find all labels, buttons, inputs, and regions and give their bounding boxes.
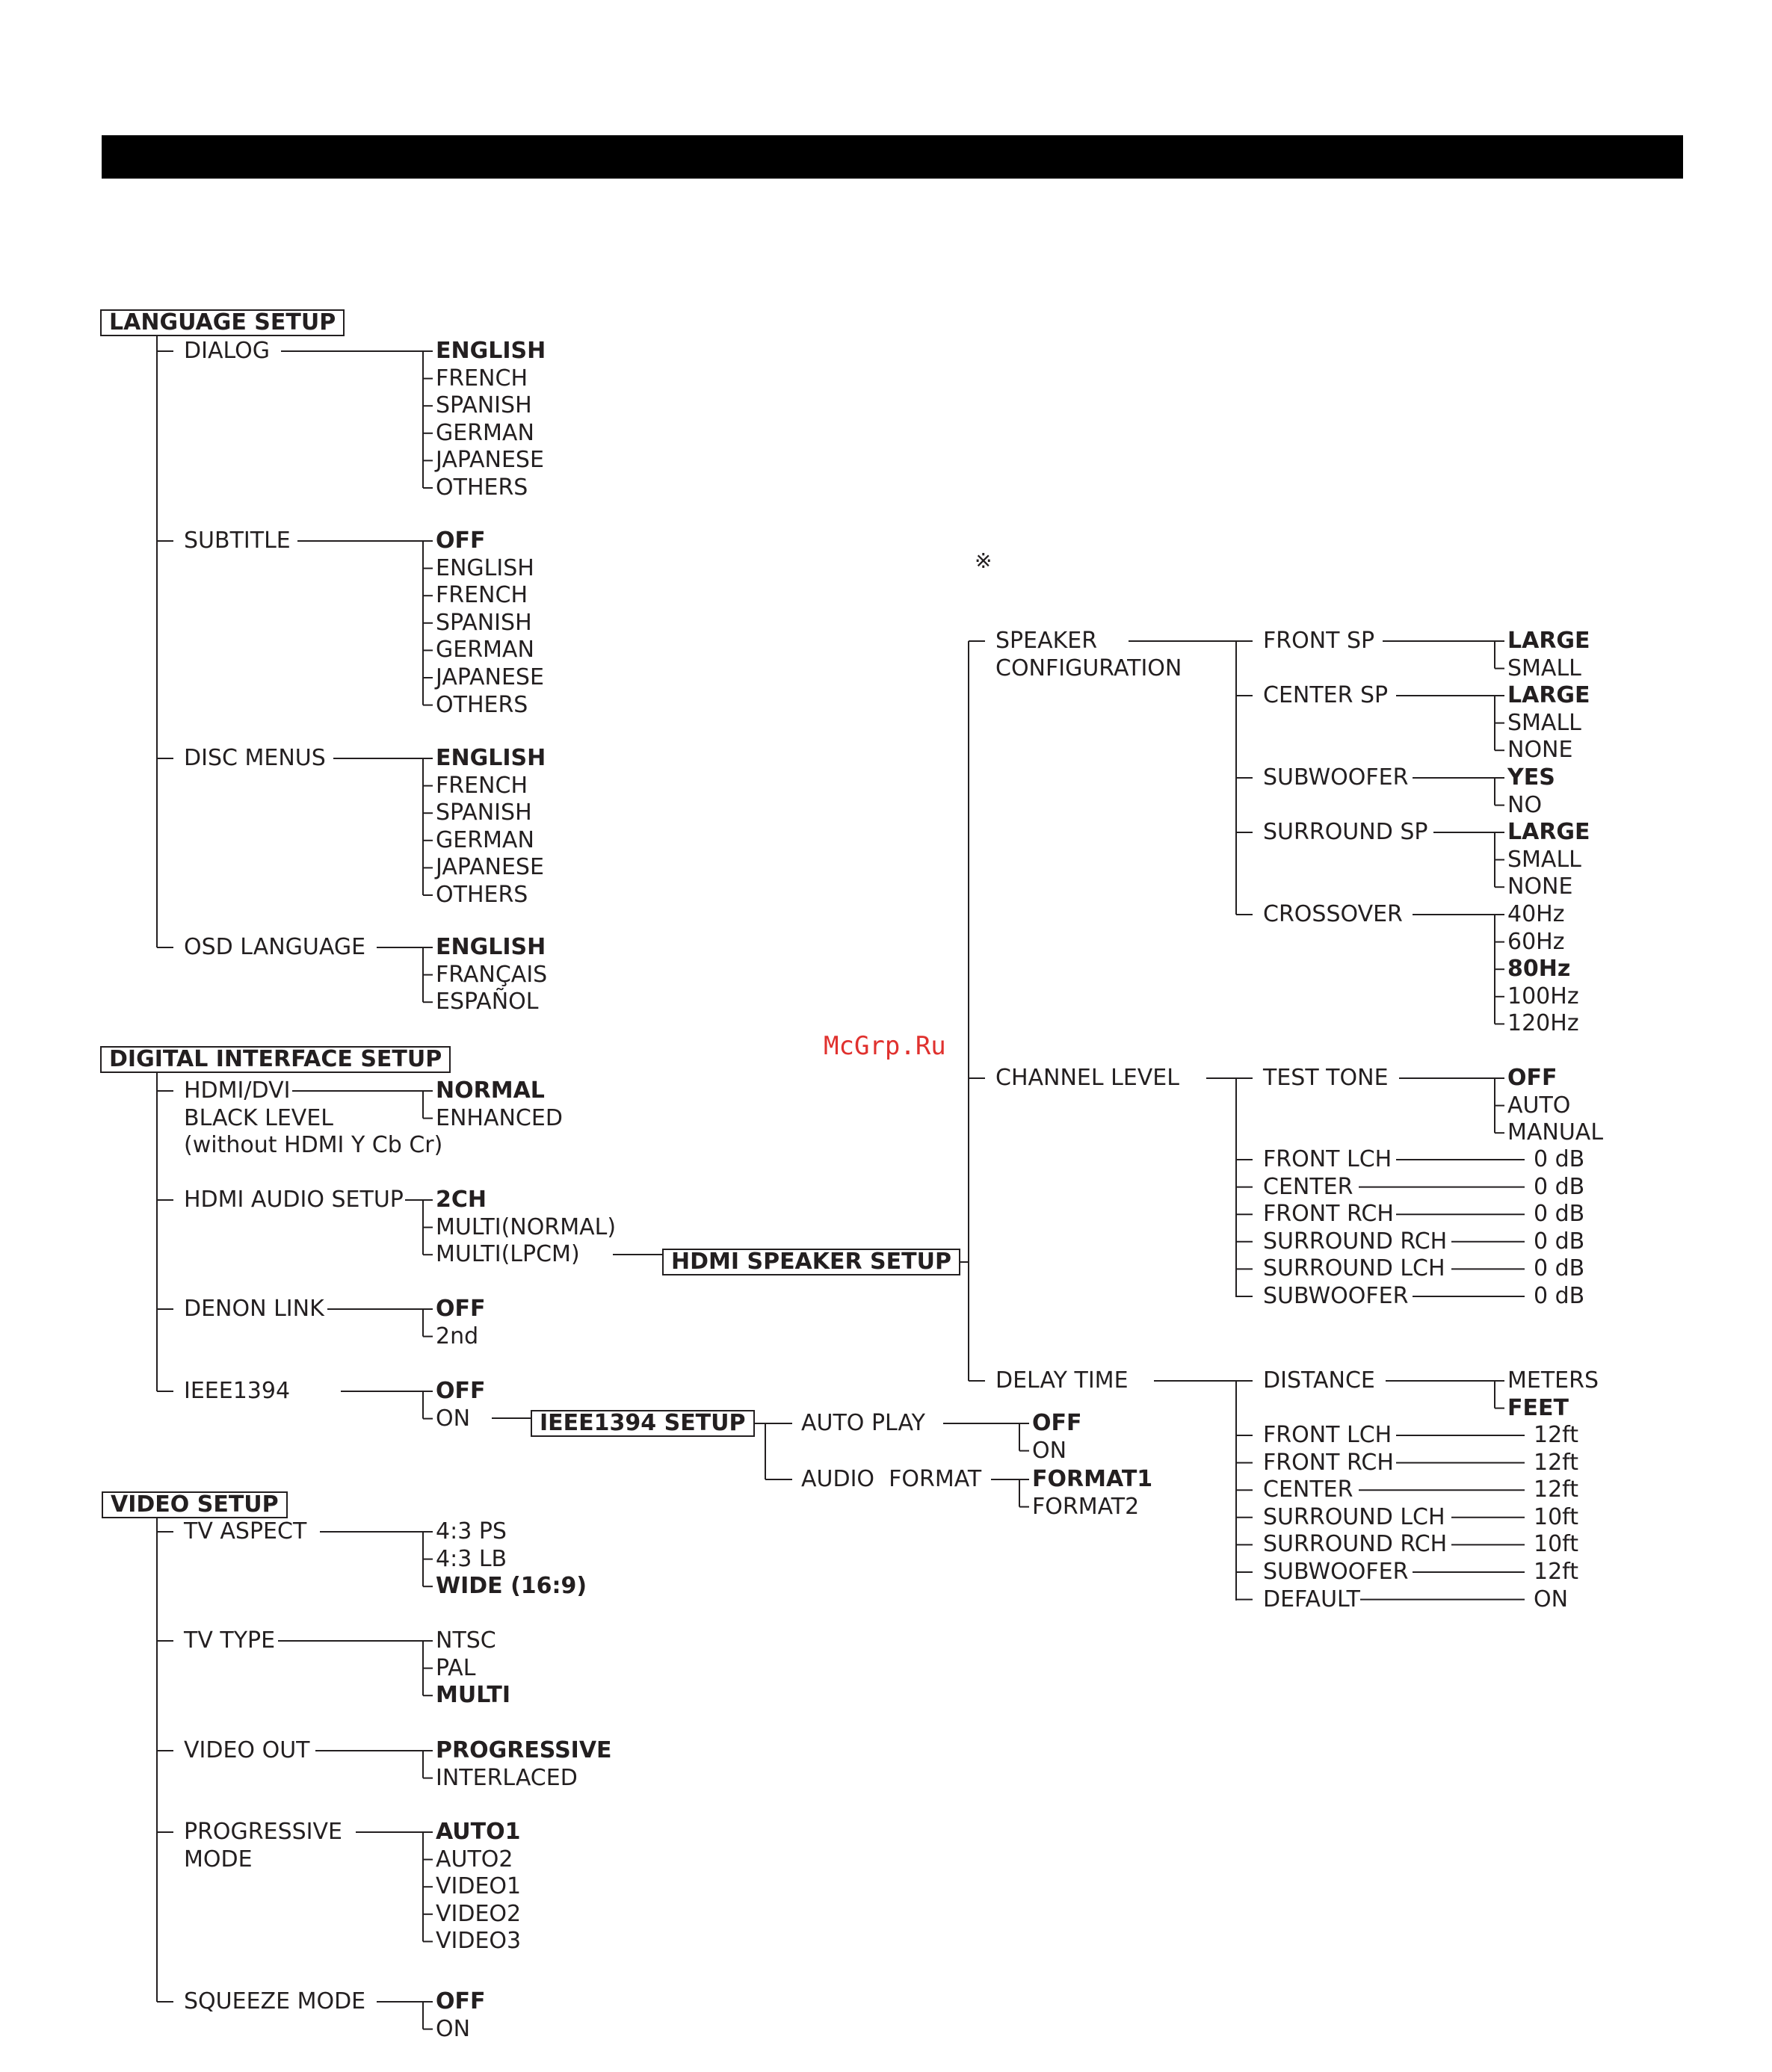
hdmi-speaker-setup-title: HDMI SPEAKER SETUP [662, 1249, 960, 1275]
video-out-label: VIDEO OUT [184, 1737, 310, 1763]
hdmi-audio-option: MULTI(NORMAL) [436, 1213, 617, 1240]
disc-menus-label: DISC MENUS [184, 745, 326, 771]
tv-aspect-option: 4:3 PS [436, 1518, 507, 1544]
ieee1394-label: IEEE1394 [184, 1378, 291, 1404]
crossover-option: 100Hz [1507, 983, 1579, 1009]
auto-play-option: OFF [1032, 1410, 1082, 1436]
channel-level-label: FRONT RCH [1263, 1201, 1394, 1228]
disc-menus-option: ENGLISH [436, 745, 546, 771]
dialog-option: OTHERS [436, 474, 528, 501]
osd-language-option: FRANÇAIS [436, 961, 548, 988]
audio-format-label: AUDIO FORMAT [801, 1466, 982, 1492]
distance-option: METERS [1507, 1367, 1599, 1394]
surround-sp-option: SMALL [1507, 846, 1581, 873]
crossover-option: 80Hz [1507, 956, 1571, 983]
delay-time-channel-value: 12ft [1534, 1559, 1578, 1585]
front-sp-option: SMALL [1507, 655, 1581, 681]
center-sp-option: SMALL [1507, 709, 1581, 736]
dialog-option: JAPANESE [436, 447, 544, 474]
channel-level-value: 0 dB [1534, 1283, 1585, 1309]
progressive-mode-label: MODE [184, 1846, 253, 1872]
dialog-label: DIALOG [184, 338, 270, 364]
watermark: McGrp.Ru [824, 1031, 946, 1061]
progressive-mode-label: PROGRESSIVE [184, 1819, 343, 1845]
test-tone-label: TEST TONE [1263, 1065, 1389, 1091]
subwoofer-option: YES [1507, 764, 1555, 791]
channel-level-label: CENTER [1263, 1173, 1353, 1200]
subtitle-option: JAPANESE [436, 664, 544, 690]
subtitle-option: OTHERS [436, 691, 528, 718]
denon-link-label: DENON LINK [184, 1296, 324, 1322]
subwoofer-label: SUBWOOFER [1263, 764, 1409, 791]
speaker-configuration-label: SPEAKER [995, 628, 1098, 654]
osd-language-label: OSD LANGUAGE [184, 934, 366, 960]
subtitle-label: SUBTITLE [184, 528, 291, 554]
surround-sp-option: NONE [1507, 873, 1573, 900]
tv-aspect-label: TV ASPECT [184, 1518, 307, 1544]
squeeze-mode-label: SQUEEZE MODE [184, 1988, 366, 2014]
dialog-option: GERMAN [436, 419, 534, 446]
squeeze-mode-option: OFF [436, 1988, 486, 2014]
dialog-option: SPANISH [436, 392, 532, 419]
distance-option: FEET [1507, 1394, 1569, 1421]
denon-link-option: OFF [436, 1296, 486, 1322]
progressive-mode-option: AUTO2 [436, 1846, 513, 1872]
channel-level-value: 0 dB [1534, 1173, 1585, 1200]
center-sp-label: CENTER SP [1263, 682, 1389, 708]
front-sp-label: FRONT SP [1263, 628, 1375, 654]
channel-level-value: 0 dB [1534, 1201, 1585, 1228]
delay-time-label: DELAY TIME [995, 1367, 1129, 1394]
delay-time-channel-value: 12ft [1534, 1449, 1578, 1476]
channel-level-value: 0 dB [1534, 1146, 1585, 1172]
center-sp-option: LARGE [1507, 682, 1590, 708]
channel-level-label: SURROUND LCH [1263, 1255, 1445, 1282]
hdmi-audio-option: MULTI(LPCM) [436, 1241, 580, 1268]
crossover-option: 120Hz [1507, 1010, 1579, 1037]
distance-label: DISTANCE [1263, 1367, 1375, 1394]
disc-menus-option: FRENCH [436, 772, 528, 799]
subtitle-option: FRENCH [436, 582, 528, 609]
tv-type-option: NTSC [436, 1627, 496, 1654]
surround-sp-label: SURROUND SP [1263, 819, 1428, 845]
ieee1394-option: OFF [436, 1378, 486, 1404]
delay-time-channel-value: ON [1534, 1586, 1569, 1612]
audio-format-option: FORMAT1 [1032, 1466, 1153, 1492]
channel-level-label: CHANNEL LEVEL [995, 1065, 1179, 1091]
channel-level-label: SURROUND RCH [1263, 1228, 1448, 1255]
tv-type-label: TV TYPE [184, 1627, 276, 1654]
front-sp-option: LARGE [1507, 628, 1590, 654]
delay-time-channel-label: SURROUND LCH [1263, 1503, 1445, 1530]
digital-interface-setup-title: DIGITAL INTERFACE SETUP [100, 1046, 451, 1073]
delay-time-channel-label: FRONT LCH [1263, 1422, 1392, 1448]
crossover-option: 40Hz [1507, 901, 1565, 927]
ieee1394-setup-title: IEEE1394 SETUP [531, 1410, 755, 1437]
audio-format-option: FORMAT2 [1032, 1493, 1140, 1520]
test-tone-option: MANUAL [1507, 1119, 1604, 1146]
test-tone-option: AUTO [1507, 1092, 1571, 1119]
dialog-option: FRENCH [436, 365, 528, 392]
progressive-mode-option: VIDEO3 [436, 1928, 522, 1955]
subtitle-option: GERMAN [436, 637, 534, 664]
auto-play-label: AUTO PLAY [801, 1410, 925, 1436]
osd-language-option: ENGLISH [436, 934, 546, 960]
dialog-option: ENGLISH [436, 338, 546, 364]
progressive-mode-option: VIDEO1 [436, 1873, 522, 1900]
osd-language-option: ESPAÑOL [436, 989, 539, 1015]
reference-mark: ※ [975, 548, 992, 573]
tv-aspect-option: WIDE (16:9) [436, 1573, 587, 1600]
squeeze-mode-option: ON [436, 2015, 471, 2042]
crossover-label: CROSSOVER [1263, 901, 1403, 927]
denon-link-option: 2nd [436, 1323, 479, 1349]
hdmi-dvi-label: BLACK LEVEL [184, 1104, 333, 1131]
channel-level-label: FRONT LCH [1263, 1146, 1392, 1172]
hdmi-dvi-label: (without HDMI Y Cb Cr) [184, 1132, 443, 1159]
surround-sp-option: LARGE [1507, 819, 1590, 845]
delay-time-channel-label: SURROUND RCH [1263, 1531, 1448, 1558]
video-setup-title: VIDEO SETUP [102, 1491, 288, 1518]
delay-time-channel-value: 10ft [1534, 1503, 1578, 1530]
progressive-mode-option: AUTO1 [436, 1819, 521, 1845]
disc-menus-option: SPANISH [436, 800, 532, 826]
channel-level-label: SUBWOOFER [1263, 1283, 1409, 1309]
delay-time-channel-value: 12ft [1534, 1422, 1578, 1448]
speaker-configuration-label: CONFIGURATION [995, 655, 1182, 681]
tv-type-option: MULTI [436, 1682, 510, 1709]
channel-level-value: 0 dB [1534, 1228, 1585, 1255]
channel-level-value: 0 dB [1534, 1255, 1585, 1282]
video-out-option: INTERLACED [436, 1764, 578, 1791]
subtitle-option: OFF [436, 528, 486, 554]
delay-time-channel-value: 12ft [1534, 1476, 1578, 1503]
hdmi-dvi-option: ENHANCED [436, 1104, 563, 1131]
subtitle-option: ENGLISH [436, 554, 534, 581]
delay-time-channel-label: SUBWOOFER [1263, 1559, 1409, 1585]
ieee1394-option: ON [436, 1405, 471, 1432]
hdmi-dvi-label: HDMI/DVI [184, 1077, 291, 1104]
delay-time-channel-value: 10ft [1534, 1531, 1578, 1558]
delay-time-channel-label: CENTER [1263, 1476, 1353, 1503]
progressive-mode-option: VIDEO2 [436, 1900, 522, 1927]
subwoofer-option: NO [1507, 791, 1543, 818]
tv-type-option: PAL [436, 1654, 476, 1681]
hdmi-audio-label: HDMI AUDIO SETUP [184, 1187, 404, 1213]
language-setup-title: LANGUAGE SETUP [100, 309, 345, 336]
subtitle-option: SPANISH [436, 609, 532, 636]
test-tone-option: OFF [1507, 1065, 1558, 1091]
hdmi-dvi-option: NORMAL [436, 1077, 545, 1104]
crossover-option: 60Hz [1507, 928, 1565, 955]
delay-time-channel-label: FRONT RCH [1263, 1449, 1394, 1476]
disc-menus-option: OTHERS [436, 882, 528, 908]
tv-aspect-option: 4:3 LB [436, 1545, 507, 1572]
auto-play-option: ON [1032, 1437, 1067, 1464]
disc-menus-option: GERMAN [436, 826, 534, 853]
video-out-option: PROGRESSIVE [436, 1737, 612, 1763]
center-sp-option: NONE [1507, 737, 1573, 764]
hdmi-audio-option: 2CH [436, 1187, 487, 1213]
delay-time-channel-label: DEFAULT [1263, 1586, 1360, 1612]
disc-menus-option: JAPANESE [436, 854, 544, 881]
